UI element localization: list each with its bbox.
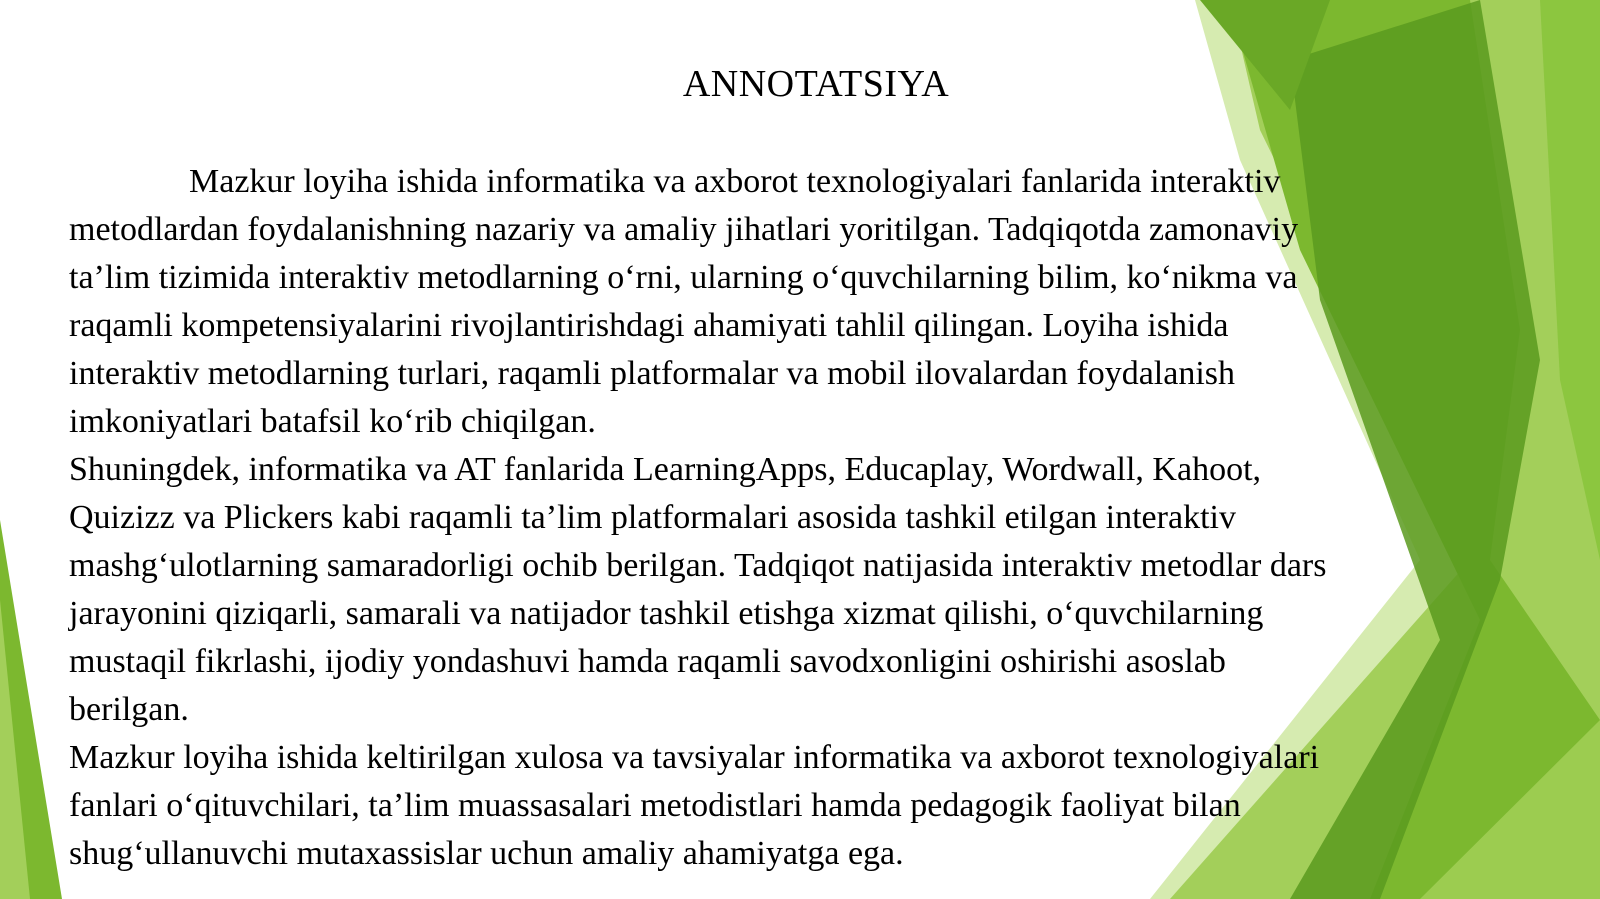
text-line: imkoniyatlari batafsil ko‘rib chiqilgan.: [69, 403, 596, 440]
text-line: raqamli kompetensiyalarini rivojlantirishdagi ahamiyati tahlil qilingan. Loyiha ishida: [69, 307, 1229, 344]
abstract-paragraph-1: [69, 158, 1549, 446]
text-line: Shuningdek, informatika va AT fanlarida LearningApps, Educaplay, Wordwall, Kahoot,: [69, 451, 1262, 488]
text-line: fanlari o‘qituvchilari, ta’lim muassasalari metodistlari hamda pedagogik faoliyat bilan: [69, 787, 1241, 824]
text-line: Quizizz va Plickers kabi raqamli ta’lim platformalari asosida tashkil etilgan interaktiv: [69, 499, 1236, 536]
abstract-paragraph-3: [69, 734, 1549, 878]
abstract-paragraph-2: [69, 446, 1549, 734]
abstract-body: [69, 158, 1549, 878]
text-line: metodlardan foydalanishning nazariy va amaliy jihatlari yoritilgan. Tadqiqotda zamonaviy: [69, 211, 1299, 248]
text-line: mashg‘ulotlarning samaradorligi ochib berilgan. Tadqiqot natijasida interaktiv metodlar dars: [69, 547, 1327, 584]
text-line: Mazkur loyiha ishida keltirilgan xulosa va tavsiyalar informatika va axborot texnologiyalari: [69, 739, 1320, 776]
text-line: berilgan.: [69, 691, 189, 728]
text-line: shug‘ullanuvchi mutaxassislar uchun amaliy ahamiyatga ega.: [69, 835, 904, 872]
text-line: mustaqil fikrlashi, ijodiy yondashuvi hamda raqamli savodxonligini oshirishi asoslab: [69, 643, 1226, 680]
text-line: ta’lim tizimida interaktiv metodlarning o‘rni, ularning o‘quvchilarning bilim, ko‘nikma va: [69, 259, 1298, 296]
text-line: jarayonini qiziqarli, samarali va natijador tashkil etishga xizmat qilishi, o‘quvchilarning: [69, 595, 1264, 632]
text-line: interaktiv metodlarning turlari, raqamli platformalar va mobil ilovalardan foydalanish: [69, 355, 1236, 392]
slide-title: ANNOTATSIYA: [682, 63, 950, 105]
text-line: Mazkur loyiha ishida informatika va axborot texnologiyalari fanlarida interaktiv: [189, 163, 1281, 200]
